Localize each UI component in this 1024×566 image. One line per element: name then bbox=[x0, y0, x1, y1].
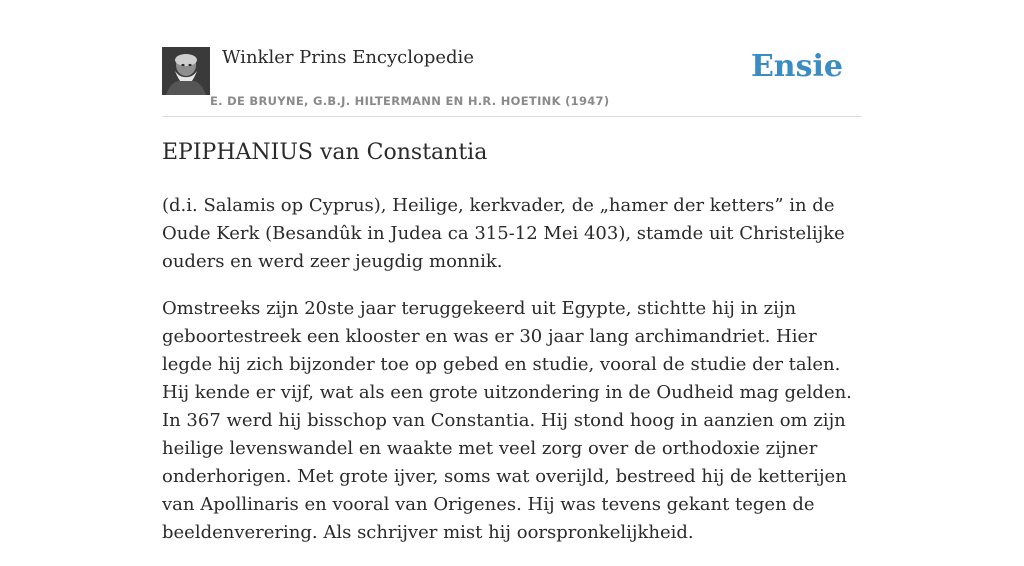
source-header bbox=[162, 45, 862, 117]
portrait-image bbox=[162, 47, 210, 95]
article-title: EPIPHANIUS van Constantia bbox=[162, 140, 488, 165]
source-authors: E. DE BRUYNE, G.B.J. HILTERMANN EN H.R. HOETINK (1947) bbox=[210, 94, 610, 108]
article-paragraph: Omstreeks zijn 20ste jaar teruggekeerd uit Egypte, stichtte hij in zijn geboortestreek een klooster en was er 30 jaar lang archimandriet. Hier legde hij zich bijzonder toe op gebed en studie, vooral de studie der talen. Hij kende er vijf, wat als een grote uitzondering in de Oudheid mag gelden. In 367 werd hij bisschop van Constantia. Hij stond hoog in aanzien om zijn heilige levenswandel en waakte met veel zorg over de orthodoxie zijner onderhorigen. Met grote ijver, soms wat overijld, bestreed hij de ketterijen van Apollinaris en vooral van Origenes. Hij was tevens gekant tegen de beeldenverering. Als schrijver mist hij oorspronkelijkheid. bbox=[162, 298, 852, 543]
source-title[interactable]: Winkler Prins Encyclopedie bbox=[222, 47, 474, 68]
article-paragraph: (d.i. Salamis op Cyprus), Heilige, kerkvader, de „hamer der ketters” in de Oude Kerk (Besandûk in Judea ca 315-12 Mei 403), stamde uit Christelijke ouders en werd zeer jeugdig monnik. bbox=[162, 195, 845, 272]
ensie-logo[interactable]: Ensie bbox=[750, 49, 843, 84]
author-avatar[interactable] bbox=[162, 47, 210, 95]
article-body bbox=[162, 192, 862, 566]
